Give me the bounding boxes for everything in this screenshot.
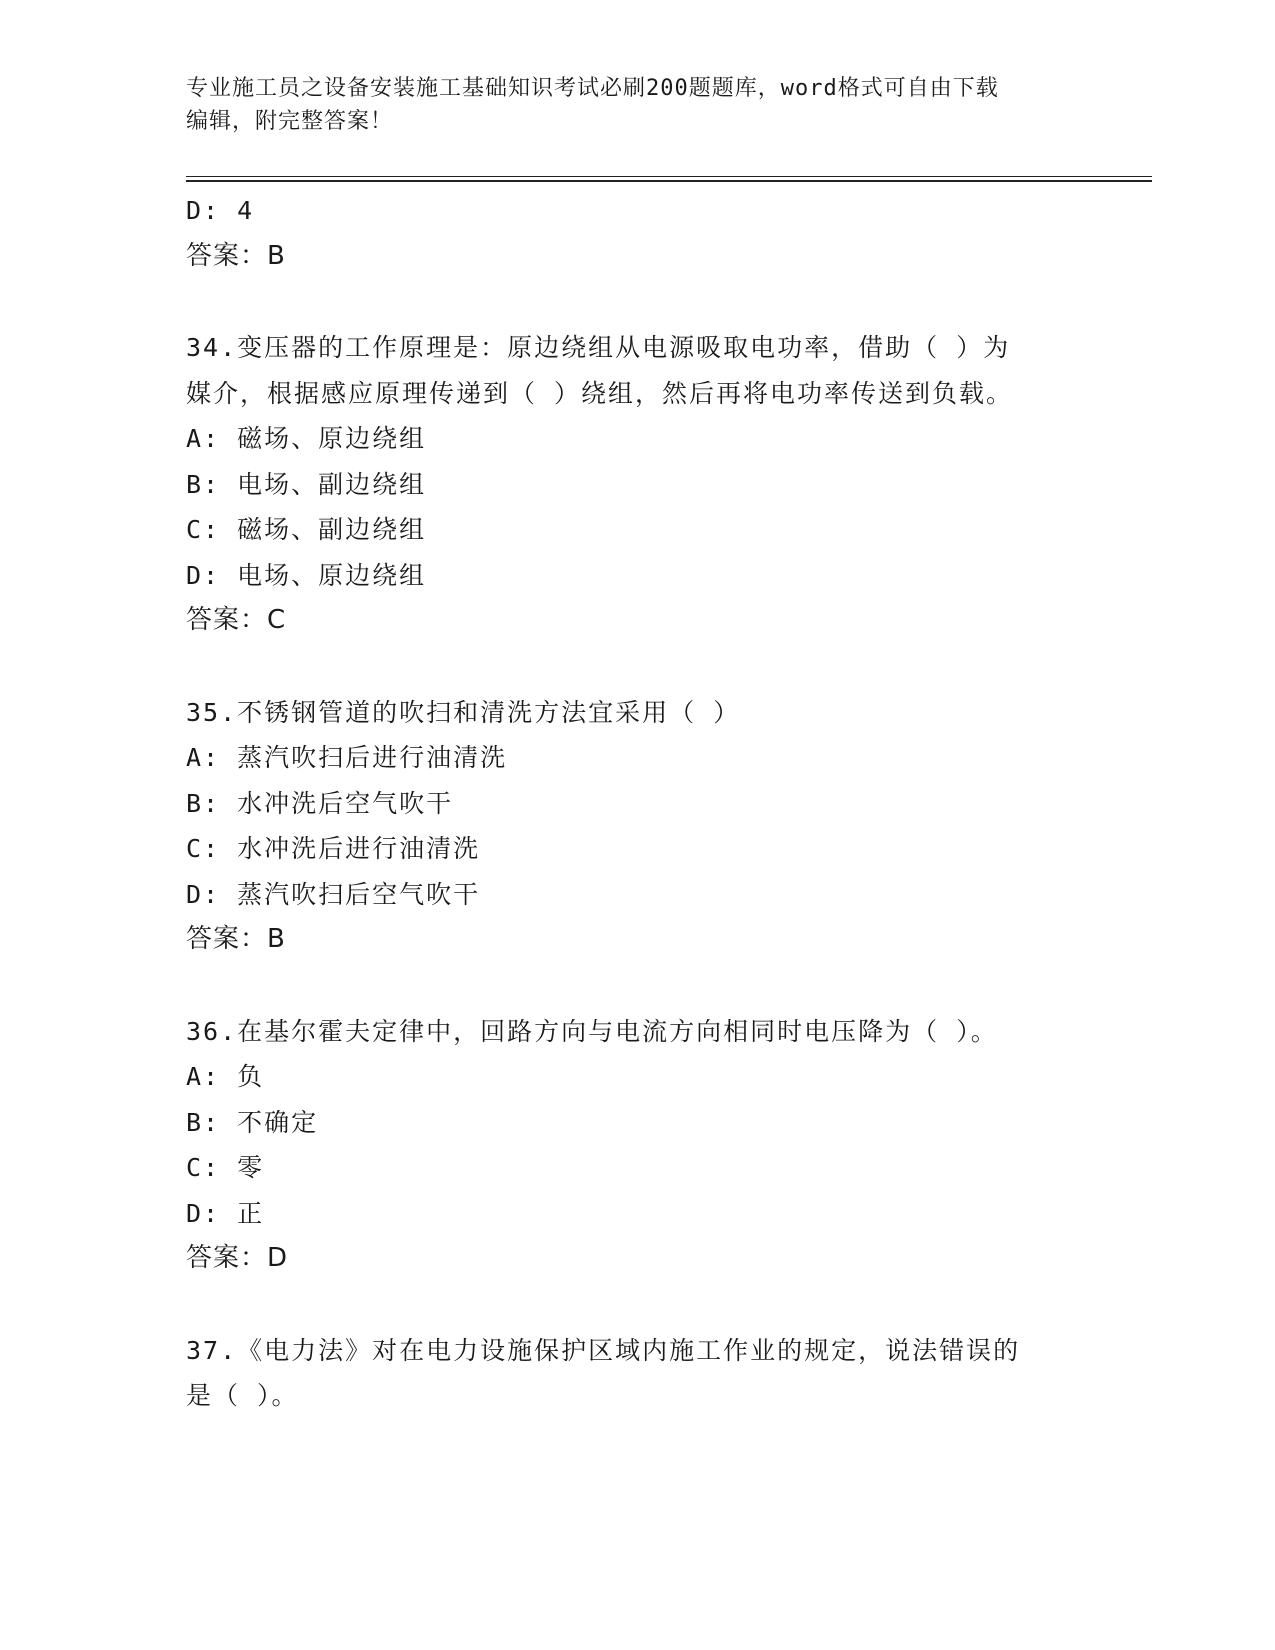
question-36	[186, 1009, 1086, 1282]
question-answer: 答案：B	[186, 924, 286, 954]
question-answer: 答案：C	[186, 605, 287, 635]
question-stem-line-1: 35.不锈钢管道的吹扫和清洗方法宜采用（ ）	[186, 697, 741, 727]
prev-question-answer: 答案：B	[186, 240, 286, 271]
spacer	[186, 963, 1086, 1009]
header-divider-thin	[186, 176, 1152, 177]
spacer	[186, 1282, 1086, 1328]
spacer	[186, 644, 1086, 690]
question-stem-line-1: 34.变压器的工作原理是：原边绕组从电源吸取电功率，借助（ ）为	[186, 333, 1011, 362]
option-a: A: 负	[186, 1062, 265, 1091]
option-b: B: 水冲洗后空气吹干	[186, 788, 454, 818]
option-c: C: 水冲洗后进行油清洗	[186, 834, 481, 863]
option-b: B: 电场、副边绕组	[186, 469, 427, 499]
option-c: C: 零	[186, 1153, 265, 1182]
question-stem-line-2: 是（ ）。	[186, 1381, 299, 1410]
option-b: B: 不确定	[186, 1107, 319, 1137]
option-d: D: 蒸汽吹扫后空气吹干	[186, 879, 481, 909]
question-list	[186, 188, 1086, 1419]
question-34	[186, 325, 1086, 644]
question-stem-line-1: 37.《电力法》对在电力设施保护区域内施工作业的规定，说法错误的	[186, 1335, 1021, 1365]
option-d: D: 正	[186, 1198, 265, 1228]
option-a: A: 磁场、原边绕组	[186, 424, 427, 453]
spacer	[186, 279, 1086, 325]
header-title-line-1: 专业施工员之设备安装施工基础知识考试必刷200题题库，word格式可自由下载	[186, 76, 999, 101]
option-a: A: 蒸汽吹扫后进行油清洗	[186, 743, 508, 772]
option-c: C: 磁场、副边绕组	[186, 515, 427, 544]
question-37	[186, 1328, 1086, 1419]
question-stem-line-2: 媒介，根据感应原理传递到（ ）绕组，然后再将电功率传送到负载。	[186, 378, 1014, 408]
document-header	[186, 72, 1086, 138]
header-divider-thick	[186, 180, 1152, 182]
prev-question-option-d: D: 4	[186, 196, 255, 225]
question-35	[186, 690, 1086, 963]
header-title-line-2: 编辑，附完整答案！	[186, 109, 394, 134]
option-d: D: 电场、原边绕组	[186, 560, 427, 590]
question-answer: 答案：D	[186, 1243, 289, 1273]
question-stem-line-1: 36.在基尔霍夫定律中，回路方向与电流方向相同时电压降为（ ）。	[186, 1016, 998, 1046]
